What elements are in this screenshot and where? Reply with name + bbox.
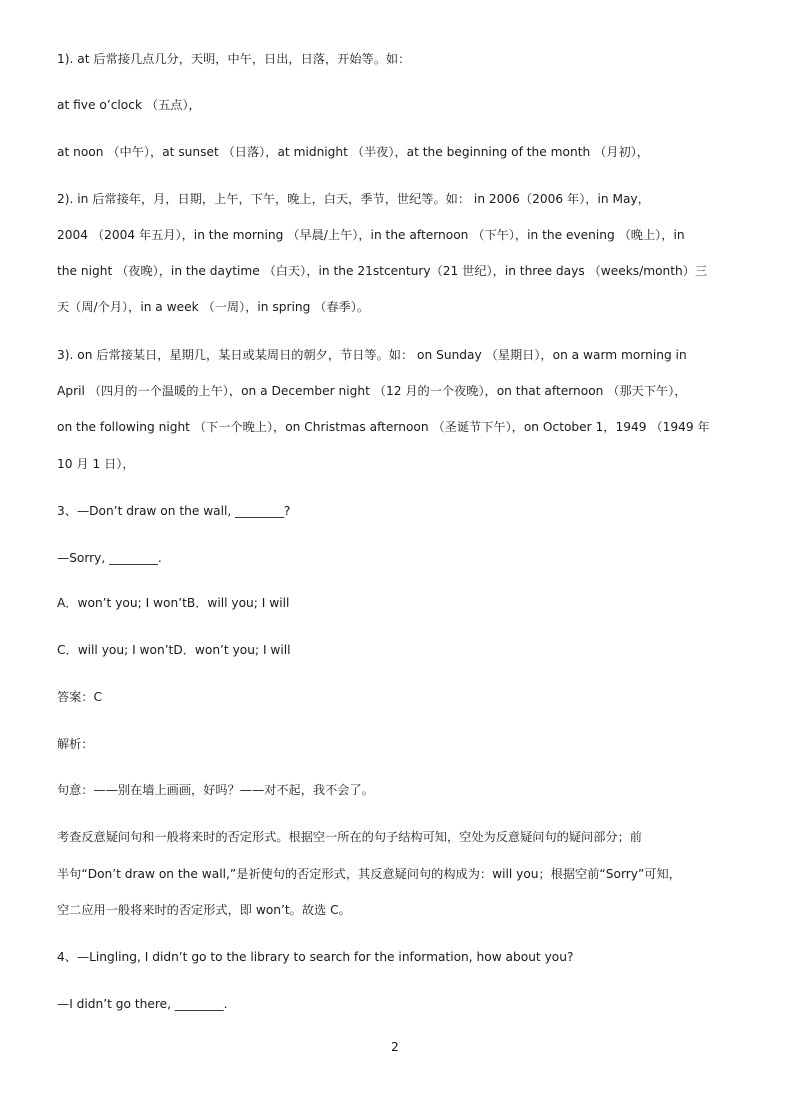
question-3-explanation-1: 考查反意疑问句和一般将来时的否定形式。根据空一所在的句子结构可知，空处为反意疑问句的疑问部分；前 (57, 830, 642, 844)
question-3-response: —Sorry, ________. (57, 551, 162, 565)
question-3-explanation-3: 空二应用一般将来时的否定形式，即 won’t。故选 C。 (57, 903, 351, 917)
question-3-explanation-2: 半句“Don’t draw on the wall,”是祈使句的否定形式，其反意疑问句的构成为：will you；根据空前“Sorry”可知， (57, 867, 681, 881)
question-4-prompt: 4、—Lingling, I didn’t go to the library to search for the information, how about you? (57, 950, 574, 964)
text-line-on-usage: 3). on 后常接某日，星期几，某日或某周日的朝夕，节日等。如： on Sunday （星期日），on a warm morning in (57, 348, 687, 362)
text-line-at-example-2: at noon （中午），at sunset （日落），at midnight （半夜），at the beginning of the month （月初）， (57, 145, 649, 159)
text-line-at-usage: 1). at 后常接几点几分，天明，中午，日出，日落，开始等。如： (57, 52, 411, 66)
text-line-in-example-1: 2004 （2004 年五月），in the morning （早晨/上午），in the afternoon （下午），in the evening （晚上），in (57, 228, 685, 242)
question-3-answer: 答案：C (57, 690, 103, 704)
question-3-analysis-label: 解析： (57, 737, 94, 751)
question-3-options-cd: C．will you; I won’tD．won’t you; I will (57, 643, 291, 657)
text-line-in-usage: 2). in 后常接年，月，日期，上午，下午，晚上，白天，季节，世纪等。如： in 2006（2006 年），in May， (57, 192, 650, 206)
text-line-at-example-1: at five o’clock （五点）， (57, 98, 201, 112)
question-4-response: —I didn’t go there, ________. (57, 997, 228, 1011)
question-3-translation: 句意：——别在墙上画画，好吗？——对不起，我不会了。 (57, 783, 374, 797)
text-line-on-example-1: April （四月的一个温暖的上午），on a December night （12 月的一个夜晚），on that afternoon （那天下午）， (57, 384, 687, 398)
page-number: 2 (391, 1040, 399, 1054)
text-line-in-example-3: 天（周/个月），in a week （一周），in spring （春季）。 (57, 300, 370, 314)
question-3-prompt: 3、—Don’t draw on the wall, ________? (57, 504, 291, 518)
text-line-on-example-2: on the following night （下一个晚上），on Christmas afternoon （圣诞节下午），on October 1，1949 （1949 年 (57, 420, 710, 434)
text-line-on-example-3: 10 月 1 日）， (57, 457, 135, 471)
text-line-in-example-2: the night （夜晚），in the daytime （白天），in the 21stcentury（21 世纪），in three days （weeks/month）三 (57, 264, 708, 278)
question-3-options-ab: A．won’t you; I won’tB．will you; I will (57, 596, 290, 610)
